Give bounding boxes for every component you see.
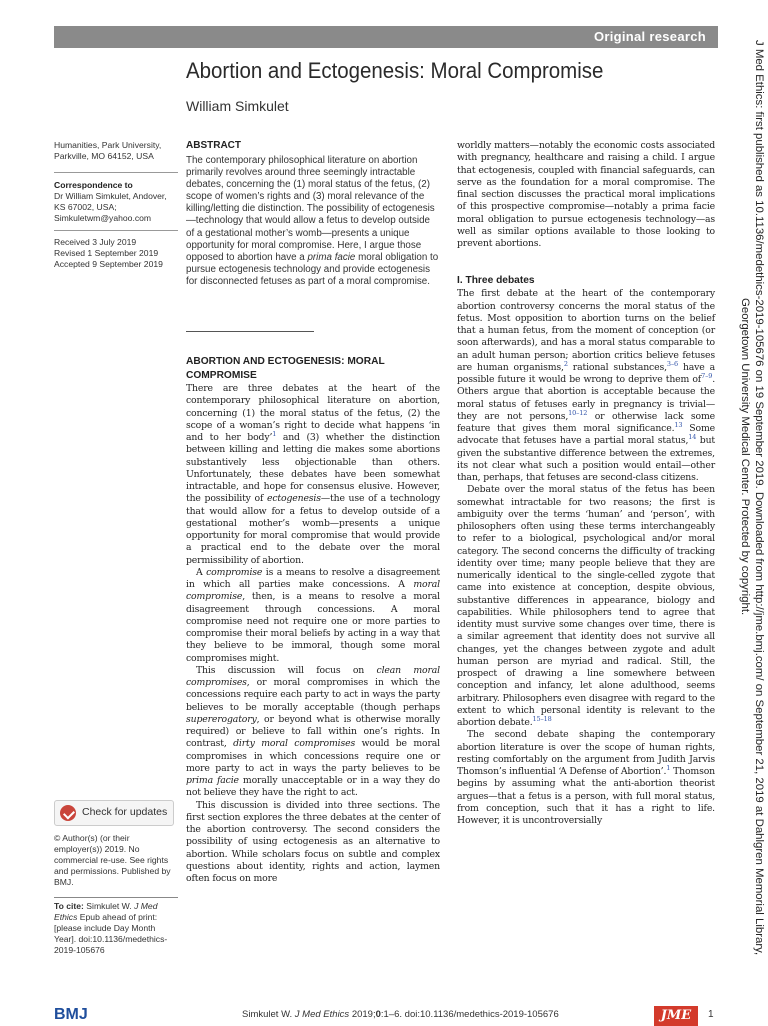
cite-text: Simkulet W. bbox=[83, 901, 132, 911]
abstract-heading: ABSTRACT bbox=[186, 140, 241, 151]
correspondence-text: Dr William Simkulet, Andover, KS 67002, USA; Simkuletwm@yahoo.com bbox=[54, 191, 167, 223]
paragraph bbox=[457, 729, 715, 827]
reference-link[interactable]: 7–9 bbox=[701, 371, 713, 380]
text: morally unacceptable or in a way they do not believe they have the right to act. bbox=[186, 775, 440, 799]
cite-label: To cite: bbox=[54, 901, 84, 911]
reference-link[interactable]: 1 bbox=[666, 763, 671, 772]
margin-line-2: Georgetown University Medical Center. Protected by copyright. bbox=[739, 298, 751, 616]
text: and (3) whether the distinction between killing and letting die makes some abortions substantively less objectionable than others. Unfortunately, these debates have been somewhat intractable, and hope for consensus elusive. However, the possibility of bbox=[186, 432, 440, 505]
text: or otherwise lack some feature that gives them moral significance. bbox=[457, 410, 715, 434]
copyright-notice: © Author(s) (or their employer(s)) 2019. No commercial re-use. See rights and permissions. Published by BMJ. bbox=[54, 833, 171, 887]
footer-citation bbox=[242, 1009, 559, 1020]
abstract-text-part: moral obligation to pursue ectogenesis technology and provide ectogenesis for disconnected fetuses as part of a moral compromise. bbox=[186, 251, 439, 287]
reference-link[interactable]: 2 bbox=[563, 359, 568, 368]
text: —the use of a technology that would allow for a fetus to develop outside of a gestational mother’s womb—presents a unique opportunity for moral compromise that would provide a practical end to the debate over the moral permissibility of abortion. bbox=[186, 493, 440, 566]
cite-journal: J Med Ethics bbox=[54, 901, 158, 922]
article-author: William Simkulet bbox=[186, 98, 289, 114]
text: , or moral compromises in which the concessions require each party to act in ways the party believes to be morally acceptable (though perhaps bbox=[186, 677, 440, 713]
paragraph: worldly matters—notably the economic costs associated with pregnancy, healthcare and raising a child. I argue that ectogenesis, coupled with financial safeguards, can serve as the foundation for a moral compromise. The final section discusses the practical moral implications of this prospective compromise—notably a prima facie moral obligation to pursue ectogenesis technology—as well as similar options available to those looking to prevent abortions. bbox=[457, 140, 715, 249]
text: There are three debates at the heart of the contemporary philosophical literature on abortion, concerning (1) the moral status of the fetus, (2) the scope of a woman’s right to decide what happens ‘in and to her body’ bbox=[186, 383, 440, 443]
volume: 0 bbox=[375, 1009, 381, 1020]
abstract-text bbox=[186, 155, 440, 288]
reference-link[interactable]: 15–18 bbox=[532, 714, 552, 723]
text: would be moral compromises in which concessions require one or more party to act in ways the party believes to be bbox=[186, 738, 441, 774]
check-for-updates-label: Check for updates bbox=[82, 806, 168, 818]
affiliation: Humanities, Park University, Parkville, MO 64152, USA bbox=[54, 140, 162, 161]
text: The second debate shaping the contemporary abortion literature is over the scope of human rights, resting comfortably on the argument from Judith Jarvis Thomson’s influential ‘A Defense of Abortion’. bbox=[457, 729, 715, 777]
check-for-updates-button[interactable] bbox=[54, 800, 174, 826]
text: 2019; bbox=[349, 1009, 376, 1020]
article-title: Abortion and Ectogenesis: Moral Compromise bbox=[186, 58, 604, 83]
reference-link[interactable]: 3–6 bbox=[666, 359, 678, 368]
text: This discussion will focus on bbox=[196, 664, 377, 676]
paragraph bbox=[186, 665, 440, 800]
text: is a means to resolve a disagreement in which all parties make concessions. A bbox=[186, 566, 440, 590]
abstract-divider bbox=[186, 331, 314, 332]
body-column-1 bbox=[186, 355, 440, 885]
reference-link[interactable]: 1 bbox=[272, 429, 277, 438]
body-column-2 bbox=[457, 140, 715, 827]
revised-date: Revised 1 September 2019 bbox=[54, 248, 159, 258]
accepted-date: Accepted 9 September 2019 bbox=[54, 259, 163, 269]
citation-box bbox=[54, 897, 178, 956]
text: The first debate at the heart of the contemporary abortion controversy concerns the moral status of the fetus. Most opposition to abortion turns on the belief that a human fetus, from the moment of conception (or soon afterwards), and has a moral status comparable to an adult human person; abortion critics believe fetuses are human organisms, bbox=[457, 288, 715, 373]
text: Some advocate that fetuses have a partial moral status, bbox=[457, 423, 715, 447]
jme-logo: JME bbox=[654, 1006, 698, 1026]
received-date: Received 3 July 2019 bbox=[54, 237, 137, 247]
text: Debate over the moral status of the fetus has been somewhat intractable for two reasons; the first is ambiguity over the terms ‘human’ and ‘person’, with philosophers often using these terms interchangeably to refer to a biological, psychological and/or moral category. The second concerns the difficulty of tracking identity over time; many people believe that they are numerically identical to the single-celled zygote that came into existence at conception, despite obvious, substantive differences in appearance, biology and capabilities. While philosophers tend to agree that identity must survive some changes over time, there is a similar agreement that identity does not survive all changes, yet the changes between zygote and adult human person are myriad and radical. Still, the prospect of drawing a line somewhere between conception and infancy, let alone adulthood, seems arbitrary. Philosophers even disagree with regard to the extent to which personal identity is relevant to the abortion debate. bbox=[457, 484, 715, 728]
sidebar-divider bbox=[54, 172, 178, 173]
abstract-emphasis: prima facie bbox=[307, 251, 356, 263]
emphasis: moral compromise bbox=[186, 579, 440, 603]
text: Thomson begins by assuming what the anti-abortion theorist argues—that a fetus is a person, with full moral status, from conception, such that it has a right to life. However, it is uncontroversially bbox=[457, 766, 716, 826]
journal-name: J Med Ethics bbox=[294, 1009, 350, 1020]
paragraph bbox=[186, 567, 440, 665]
emphasis: compromise bbox=[206, 566, 263, 578]
bmj-logo: BMJ bbox=[54, 1006, 88, 1023]
section-header-bar bbox=[54, 26, 718, 48]
text: Simkulet W. bbox=[242, 1009, 295, 1020]
abstract-text-part: The contemporary philosophical literature on abortion primarily revolves around three seemingly intractable debates, concerning the (1) moral status of the fetus, (2) scope of women’s rights and (3) moral relevance of the killing/letting die distinction. The possibility of ectogenesis—technology that would allow a fetus to develop outside of a gestational mother’s womb—presents a unique opportunity for moral compromise. Here, I argue those opposed to abortion have a bbox=[186, 155, 435, 263]
emphasis: dirty moral compromises bbox=[233, 738, 356, 750]
dates-block bbox=[54, 237, 180, 270]
paragraph bbox=[186, 383, 440, 567]
paragraph bbox=[457, 484, 715, 729]
text: :1–6. doi:10.1136/medethics-2019-105676 bbox=[380, 1009, 559, 1020]
text: A bbox=[196, 566, 207, 578]
cite-text: Epub ahead of print: [please include Day Month Year]. doi:10.1136/medethics-2019-105676 bbox=[54, 912, 168, 955]
margin-line-1: J Med Ethics: first published as 10.1136/medethics-2019-105676 on 19 September 2019. Downloaded from http://jme.bmj.com/ on September 21, 2019 at Dahlgren Memorial Library, bbox=[753, 40, 765, 956]
reference-link[interactable]: 10–12 bbox=[568, 408, 588, 417]
check-icon bbox=[60, 805, 76, 821]
paragraph bbox=[457, 288, 715, 484]
text: , then, is a means to resolve a moral disagreement through concessions. A moral compromise need not require one or more parties to compromise their moral beliefs by acting in a way that they believe to be immoral, though some moral compromises might. bbox=[186, 591, 440, 664]
text: but given the substantive difference between the extremes, its not clear what such a position would entail—other than, perhaps, that fetuses are second-class citizens. bbox=[457, 435, 716, 483]
section-heading: ABORTION AND ECTOGENESIS: MORAL COMPROMISE bbox=[186, 356, 385, 381]
reference-link[interactable]: 13 bbox=[674, 420, 683, 429]
sidebar-divider bbox=[54, 230, 178, 231]
text: , or beyond what is otherwise morally required) or believe to fall within one’s rights. In contrast, bbox=[186, 713, 440, 750]
correspondence-heading: Correspondence to bbox=[54, 180, 133, 190]
page-number: 1 bbox=[708, 1009, 714, 1020]
text: have a possible future it would be wrong to deprive them of bbox=[457, 361, 715, 385]
emphasis: clean moral compromises bbox=[186, 664, 440, 688]
download-margin-note bbox=[735, 40, 768, 970]
text: rational substances, bbox=[567, 361, 667, 373]
emphasis: ectogenesis bbox=[267, 493, 321, 505]
section-label: Original research bbox=[593, 29, 706, 44]
emphasis: prima facie bbox=[186, 775, 239, 786]
correspondence-block bbox=[54, 180, 180, 224]
paragraph: This discussion is divided into three sections. The first section explores the three debates at the center of the abortion controversy. The second considers the possibility of using ectogenesis as an alternative to abortion. While scholars focus on subtle and complex questions about identity, rights and action, laymen often focus on more bbox=[186, 799, 440, 884]
reference-link[interactable]: 14 bbox=[688, 433, 697, 442]
section-heading: I. Three debates bbox=[457, 275, 535, 287]
emphasis: supererogatory bbox=[186, 713, 257, 725]
text: . Others argue that abortion is acceptable because the moral status of fetuses early in pregnancy is trivial—they are not persons, bbox=[457, 374, 715, 422]
